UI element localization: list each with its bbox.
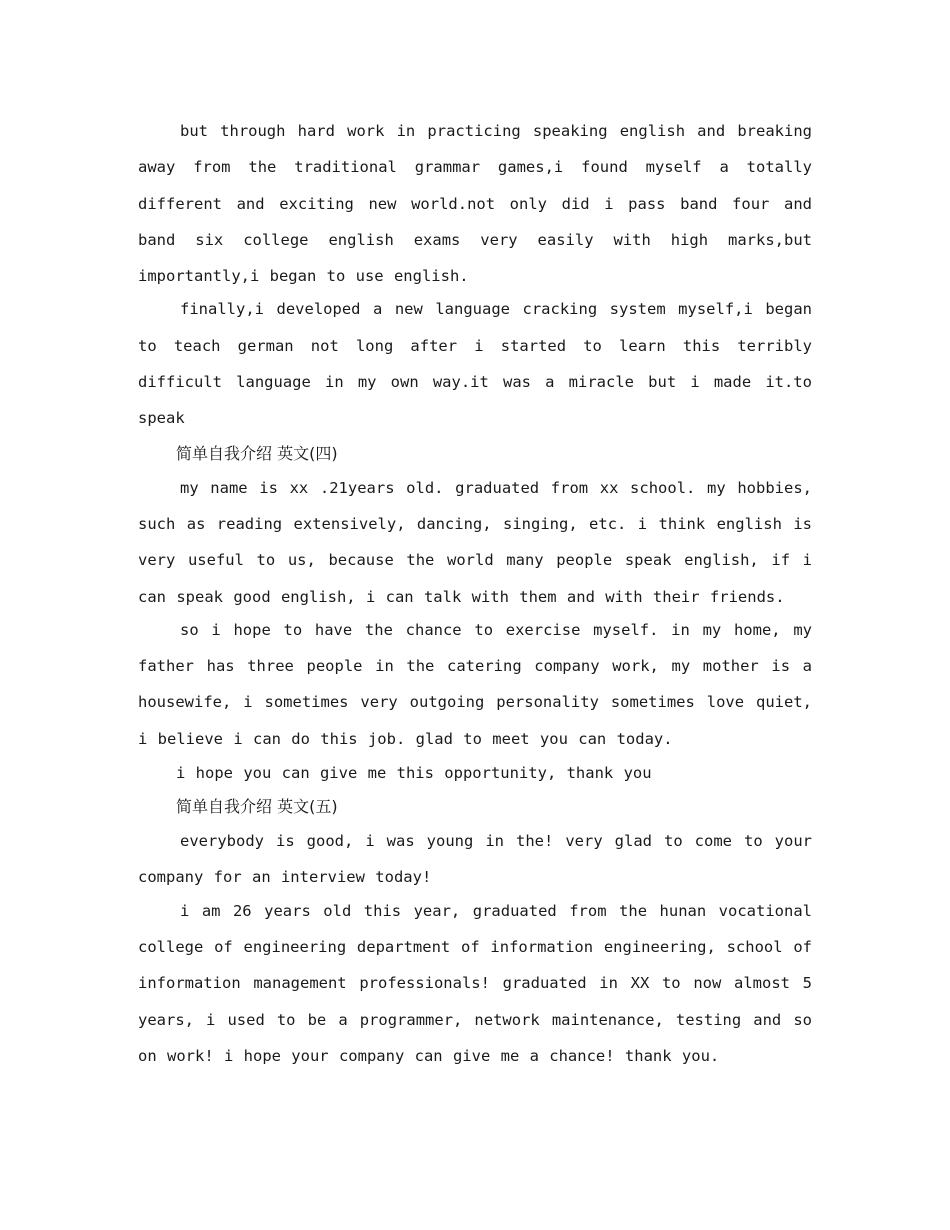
paragraph: my name is xx .21years old. graduated from xx school. my hobbies, such as reading extensively, dancing, singing, etc. i think english is very useful to us, because the world many people speak english, if i can speak good english, i can talk with them and with their friends. — [138, 478, 812, 606]
paragraph: i am 26 years old this year, graduated from the hunan vocational college of engineering department of information engineering, school of information management professionals! graduated in XX to now almost 5 years, i used to be a programmer, network maintenance, testing and so on work! i hope your company can give me a chance! thank you. — [138, 901, 812, 1065]
paragraph: i hope you can give me this opportunity, thank you — [176, 764, 652, 783]
section-heading: 简单自我介绍 英文(五) — [176, 797, 338, 817]
document-body — [138, 113, 812, 1074]
paragraph: so i hope to have the chance to exercise myself. in my home, my father has three people in the catering company work, my mother is a housewife, i sometimes very outgoing personality sometimes love quiet, i believe i can do this job. glad to meet you can today. — [138, 620, 812, 748]
section-heading: 简单自我介绍 英文(四) — [176, 443, 338, 463]
paragraph: everybody is good, i was young in the! very glad to come to your company for an interview today! — [138, 832, 812, 887]
paragraph: finally,i developed a new language cracking system myself,i began to teach german not long after i started to learn this terribly difficult language in my own way.it was a miracle but i made it.to speak — [138, 300, 812, 428]
paragraph: but through hard work in practicing speaking english and breaking away from the traditional grammar games,i found myself a totally different and exciting new world.not only did i pass band four and band six college english exams very easily with high marks,but importantly,i began to use english. — [138, 122, 812, 286]
